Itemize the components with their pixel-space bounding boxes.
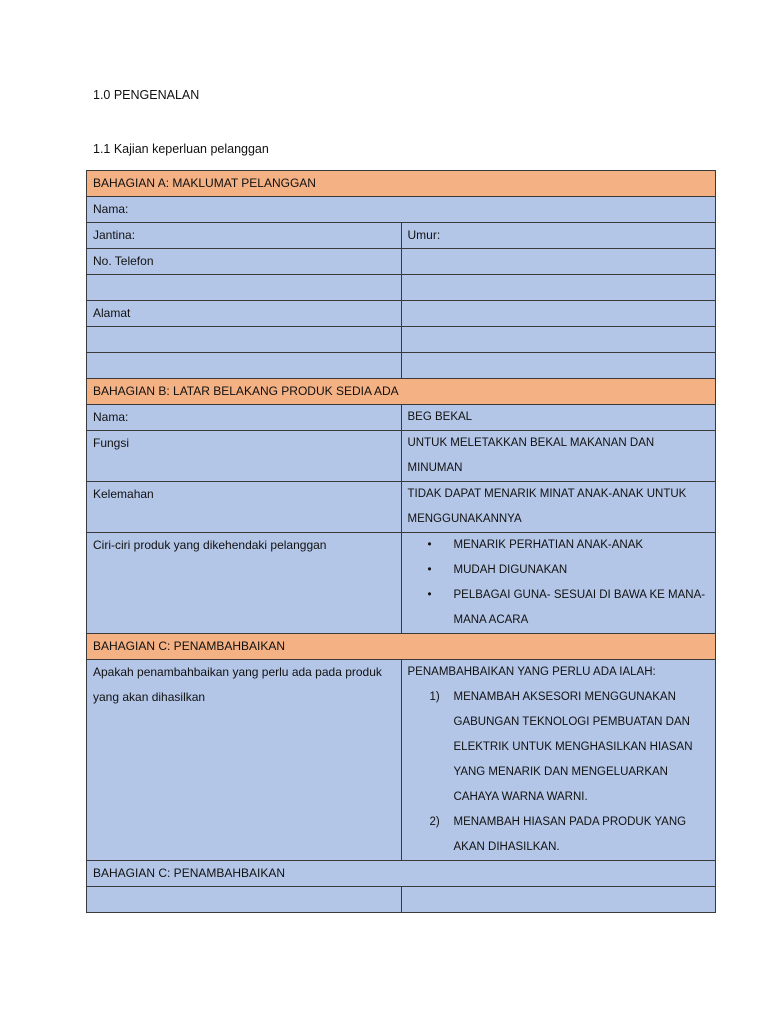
table-row — [87, 249, 716, 275]
table-row — [87, 353, 716, 379]
bullet-icon: • — [427, 589, 432, 601]
bullet-icon: • — [427, 564, 432, 576]
improvement-question: Apakah penambahbaikan yang perlu ada pada produk yang akan dihasilkan — [87, 660, 402, 861]
empty-cell[interactable] — [87, 353, 402, 379]
features-cell — [401, 533, 716, 634]
empty-cell[interactable] — [87, 327, 402, 353]
list-item — [408, 685, 710, 810]
product-name-value: BEG BEKAL — [401, 405, 716, 431]
alamat-label: Alamat — [87, 301, 402, 327]
weakness-label: Kelemahan — [87, 482, 402, 533]
list-marker: 1) — [429, 691, 440, 703]
section-c2-header-row — [87, 861, 716, 887]
table-row — [87, 223, 716, 249]
features-list — [408, 533, 710, 633]
feature-text: PELBAGAI GUNA- SESUAI DI BAWA KE MANA-MANA ACARA — [453, 589, 706, 626]
improvement-intro: PENAMBAHBAIKAN YANG PERLU ADA IALAH: — [407, 666, 656, 678]
nama-field[interactable]: Nama: — [87, 197, 716, 223]
list-item — [408, 583, 710, 633]
alamat-value-cell[interactable] — [401, 301, 716, 327]
customer-requirements-table — [86, 170, 716, 913]
table-row — [87, 327, 716, 353]
features-label: Ciri-ciri produk yang dikehendaki pelanggan — [87, 533, 402, 634]
table-row — [87, 431, 716, 482]
function-value: UNTUK MELETAKKAN BEKAL MAKANAN DAN MINUMAN — [401, 431, 716, 482]
improvement-list — [408, 685, 710, 860]
list-item — [408, 533, 710, 558]
jantina-field[interactable]: Jantina: — [87, 223, 402, 249]
empty-cell[interactable] — [401, 887, 716, 913]
section-heading: 1.0 PENGENALAN — [93, 88, 200, 102]
feature-text: MUDAH DIGUNAKAN — [453, 564, 568, 576]
weakness-value: TIDAK DAPAT MENARIK MINAT ANAK-ANAK UNTUK MENGGUNAKANNYA — [401, 482, 716, 533]
empty-cell[interactable] — [401, 353, 716, 379]
empty-cell[interactable] — [401, 327, 716, 353]
function-label: Fungsi — [87, 431, 402, 482]
list-item — [408, 810, 710, 860]
table-row — [87, 275, 716, 301]
empty-cell[interactable] — [87, 275, 402, 301]
section-c2-title: BAHAGIAN C: PENAMBAHBAIKAN — [87, 861, 716, 887]
table-row — [87, 887, 716, 913]
section-a-header-row — [87, 171, 716, 197]
list-marker: 2) — [429, 816, 440, 828]
improvement-text: MENAMBAH HIASAN PADA PRODUK YANG AKAN DIHASILKAN. — [453, 816, 687, 853]
empty-cell[interactable] — [87, 887, 402, 913]
table-row — [87, 482, 716, 533]
feature-text: MENARIK PERHATIAN ANAK-ANAK — [453, 539, 644, 551]
section-b-title: BAHAGIAN B: LATAR BELAKANG PRODUK SEDIA ADA — [87, 379, 716, 405]
umur-field[interactable]: Umur: — [401, 223, 716, 249]
empty-cell[interactable] — [401, 275, 716, 301]
section-c-header-row — [87, 634, 716, 660]
table-row — [87, 197, 716, 223]
table-row — [87, 405, 716, 431]
telefon-label: No. Telefon — [87, 249, 402, 275]
table-row — [87, 660, 716, 861]
section-a-title: BAHAGIAN A: MAKLUMAT PELANGGAN — [87, 171, 716, 197]
section-b-header-row — [87, 379, 716, 405]
bullet-icon: • — [427, 539, 432, 551]
table-row — [87, 301, 716, 327]
improvement-answer-cell — [401, 660, 716, 861]
list-item — [408, 558, 710, 583]
improvement-text: MENAMBAH AKSESORI MENGGUNAKAN GABUNGAN TEKNOLOGI PEMBUATAN DAN ELEKTRIK UNTUK MENGHASILKAN HIASAN YANG MENARIK DAN MENGELUARKAN CAHAYA WARNA WARNI. — [453, 691, 693, 803]
section-c-title: BAHAGIAN C: PENAMBAHBAIKAN — [87, 634, 716, 660]
product-name-label: Nama: — [87, 405, 402, 431]
sub-heading: 1.1 Kajian keperluan pelanggan — [93, 142, 269, 156]
telefon-value-cell[interactable] — [401, 249, 716, 275]
table-row — [87, 533, 716, 634]
